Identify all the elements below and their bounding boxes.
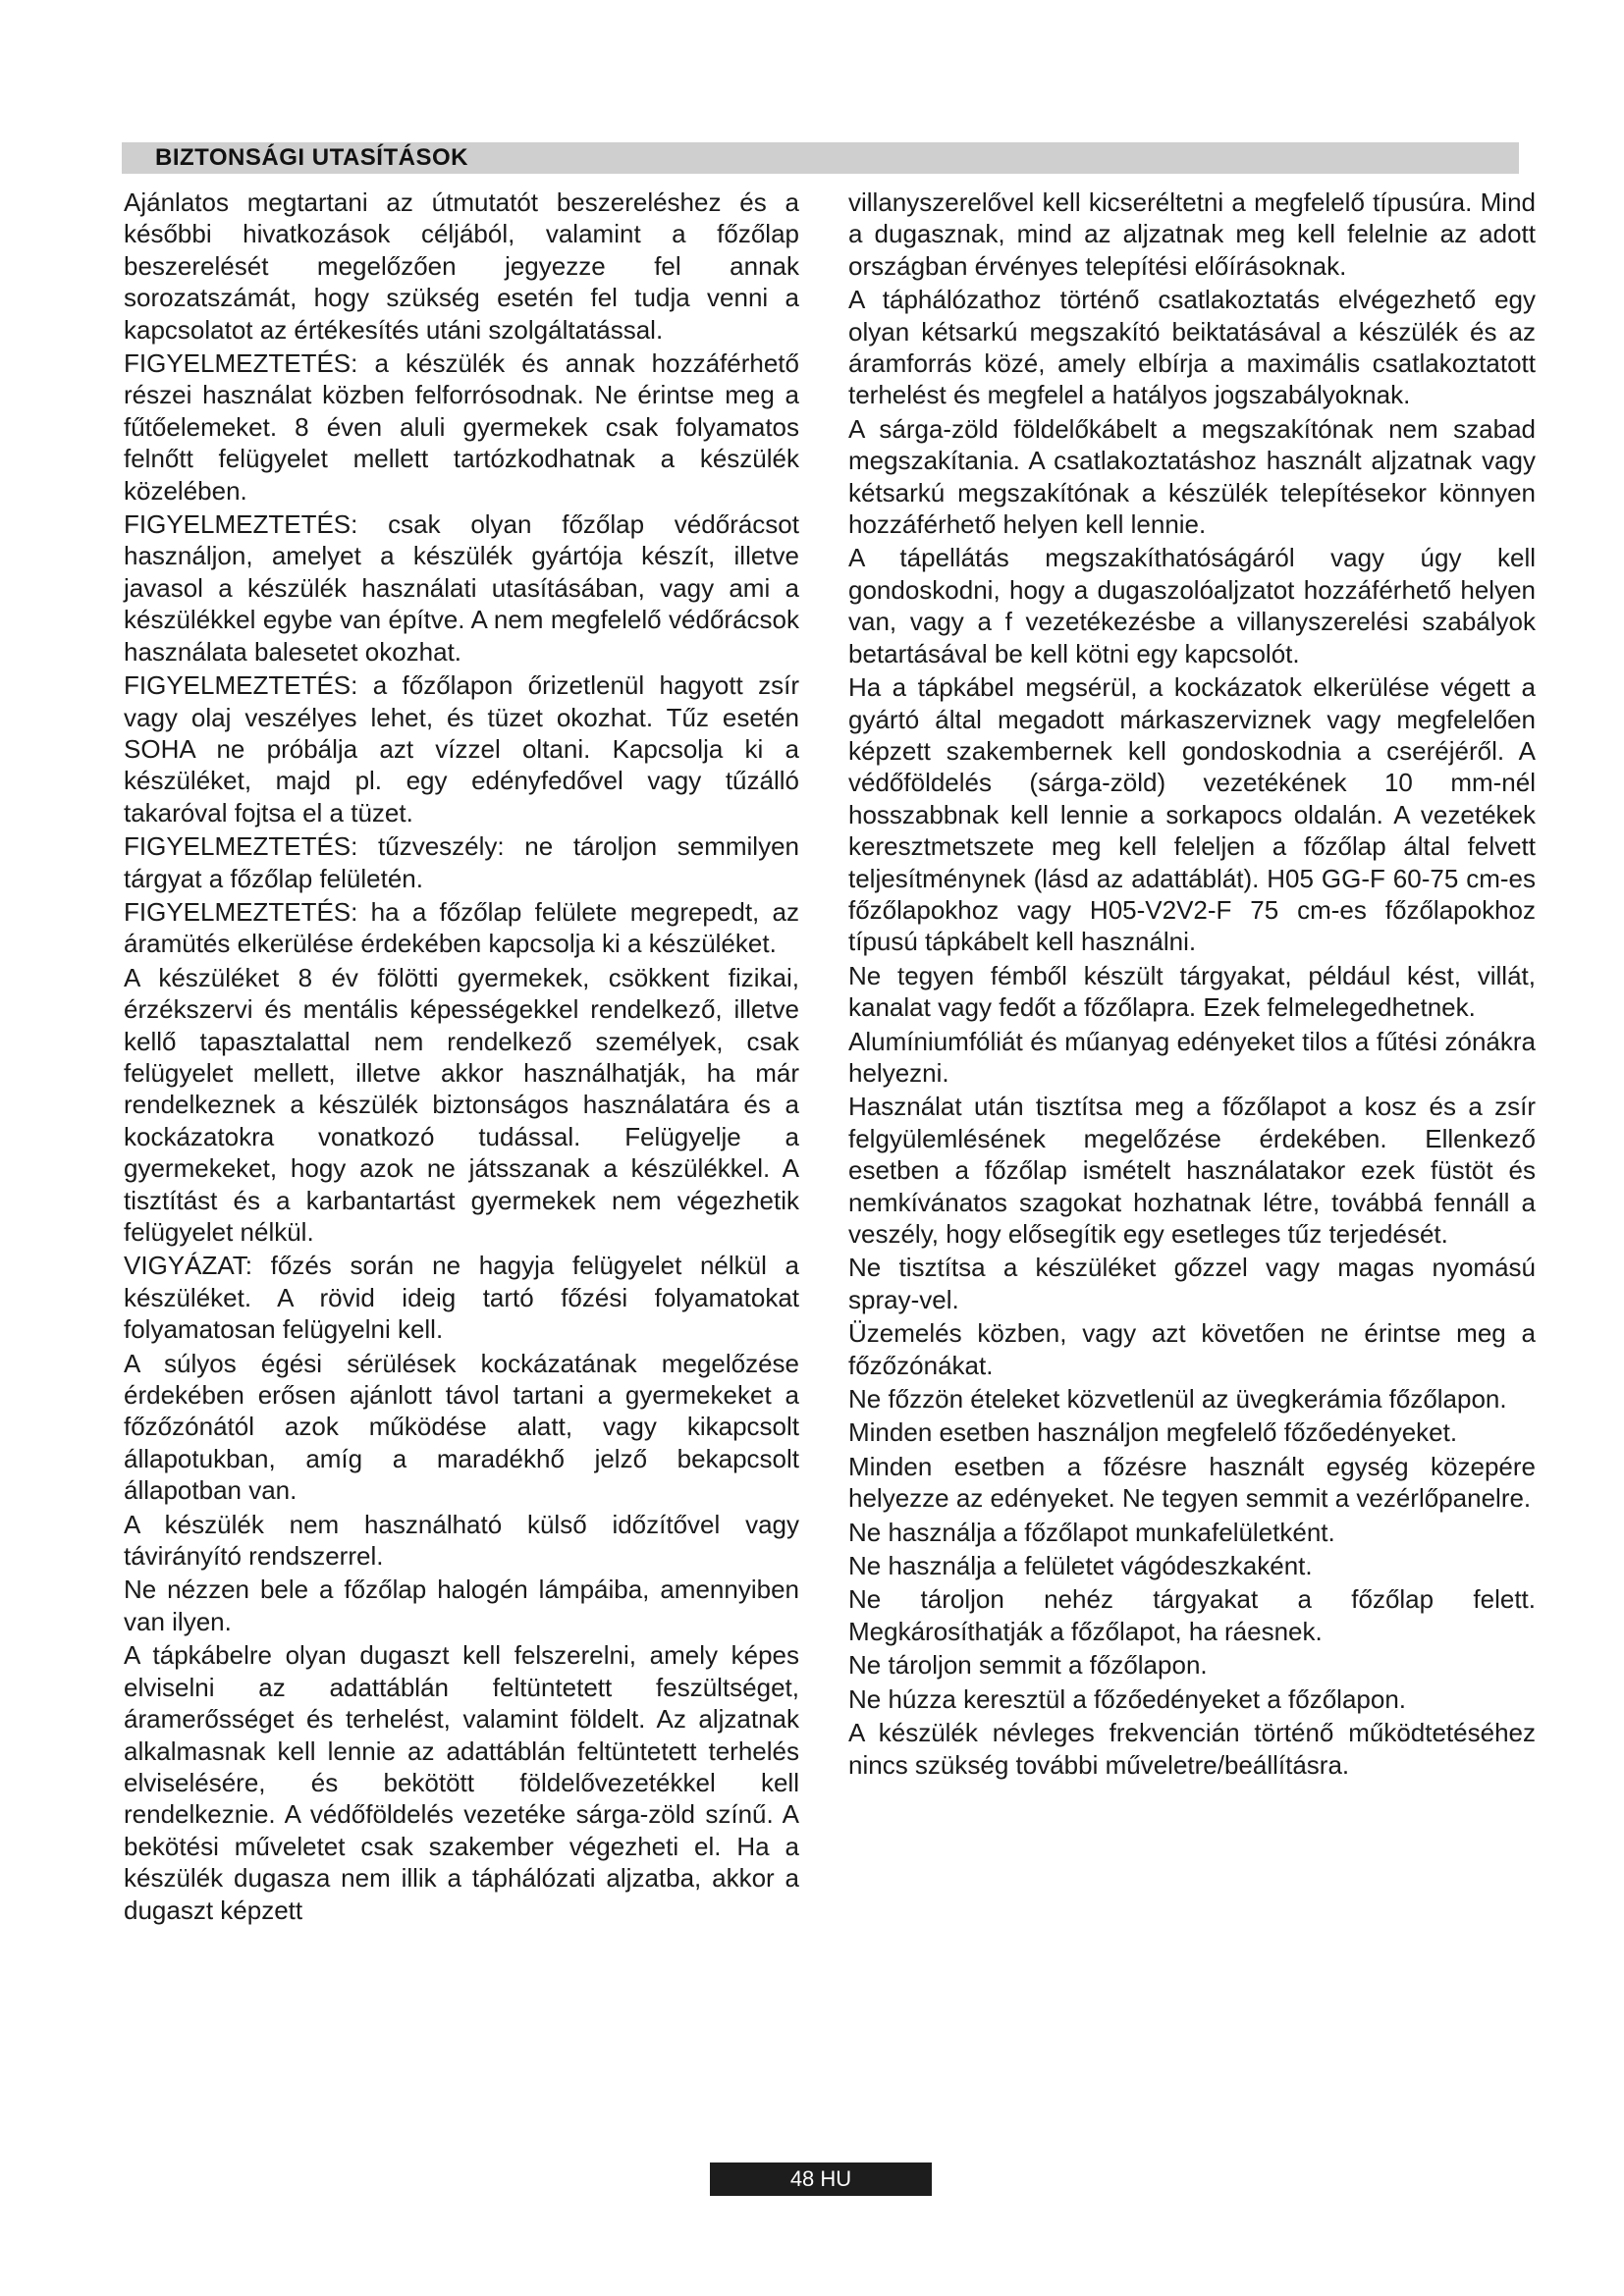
paragraph: A tápkábelre olyan dugaszt kell felszerelni, amely képes elviselni az adattáblán feltüntetett feszültséget, áramerősséget és terhelést, valamint földelt. Az aljzatnak alkalmasnak kell lennie az adattáblán feltüntetett terhelés elviselésére, és bekötött földelővezetékkel kell rendelkeznie. A védőföldelés vezetéke sárga-zöld színű. A bekötési műveletet csak szakember végezheti el. Ha a készülék dugasza nem illik a táphálózati aljzatba, akkor a dugaszt képzett	[124, 1640, 799, 1925]
paragraph: Alumíniumfóliát és műanyag edényeket tilos a fűtési zónákra helyezni.	[848, 1026, 1536, 1088]
paragraph: Ne húzza keresztül a főzőedényeket a főzőlapon.	[848, 1683, 1407, 1714]
left-text-column	[124, 187, 799, 1928]
paragraph: FIGYELMEZTETÉS: tűzveszély: ne tároljon semmilyen tárgyat a főzőlap felületén.	[124, 831, 799, 893]
paragraph: Ne használja a felületet vágódeszkaként.	[848, 1551, 1313, 1581]
page-number: 48 HU	[789, 2166, 852, 2191]
paragraph: A készüléket 8 év fölötti gyermekek, csökkent fizikai, érzékszervi és mentális képességekkel rendelkező, illetve kellő tapasztalattal nem rendelkező személyek, csak felügyelet mellett, illetve akkor használhatják, ha már rendelkeznek a készülék biztonságos használatára és a kockázatokra vonatkozó tudással. Felügyelje a gyermekeket, hogy azok ne játsszanak a készülékkel. A tisztítást és a karbantartást gyermekek nem végezhetik felügyelet nélkül.	[124, 962, 799, 1247]
paragraph: FIGYELMEZTETÉS: csak olyan főzőlap védőrácsot használjon, amelyet a készülék gyártója készít, illetve javasol a készülék használati utasításában, vagy ami a készülékkel egybe van építve. A nem megfelelő védőrácsok használata balesetet okozhat.	[124, 509, 799, 667]
paragraph: Ne tisztítsa a készüléket gőzzel vagy magas nyomású spray-vel.	[848, 1253, 1536, 1314]
paragraph: Használat után tisztítsa meg a főzőlapot a kosz és a zsír felgyülemlésének megelőzése érdekében. Ellenkező esetben a főzőlap ismételt használatakor ezek füstöt és nemkívánatos szagokat hozhatnak létre, továbbá fennáll a veszély, hogy elősegítik egy esetleges tűz terjedését.	[848, 1092, 1536, 1249]
paragraph: Ne használja a főzőlapot munkafelületként.	[848, 1517, 1335, 1547]
paragraph: A tápellátás megszakíthatóságáról vagy úgy kell gondoskodni, hogy a dugaszolóaljzatot hozzáférhető helyen van, vagy a f vezetékezésbe a villanyszerelési szabályok betartásával be kell kötni egy kapcsolót.	[848, 543, 1536, 668]
paragraph: Minden esetben használjon megfelelő főzőedényeket.	[848, 1417, 1458, 1448]
paragraph: Üzemelés közben, vagy azt követően ne érintse meg a főzőzónákat.	[848, 1318, 1536, 1380]
right-text-column	[848, 187, 1536, 1783]
paragraph: VIGYÁZAT: főzés során ne hagyja felügyelet nélkül a készüléket. A rövid ideig tartó főzési folyamatokat folyamatosan felügyelni kell.	[124, 1251, 799, 1345]
paragraph: Ne tároljon semmit a főzőlapon.	[848, 1650, 1208, 1681]
paragraph: Ajánlatos megtartani az útmutatót beszereléshez és a későbbi hivatkozások céljából, valamint a főzőlap beszerelését megelőzően jegyezze fel annak sorozatszámát, hogy szükség esetén fel tudja venni a kapcsolatot az értékesítés utáni szolgáltatással.	[124, 187, 799, 345]
page-number-box	[710, 2163, 932, 2196]
section-title: BIZTONSÁGI UTASÍTÁSOK	[155, 144, 468, 171]
paragraph: Ne főzzön ételeket közvetlenül az üvegkerámia főzőlapon.	[848, 1384, 1507, 1415]
paragraph: Minden esetben a főzésre használt egység közepére helyezze az edényeket. Ne tegyen semmit a vezérlőpanelre.	[848, 1451, 1536, 1514]
paragraph: Ne tároljon nehéz tárgyakat a főzőlap felett. Megkárosíthatják a főzőlapot, ha ráesnek.	[848, 1584, 1536, 1646]
paragraph: FIGYELMEZTETÉS: a főzőlapon őrizetlenül hagyott zsír vagy olaj veszélyes lehet, és tüzet okozhat. Tűz esetén SOHA ne próbálja azt vízzel oltani. Kapcsolja ki a készüléket, majd pl. egy edényfedővel vagy tűzálló takaróval fojtsa el a tüzet.	[124, 670, 799, 828]
paragraph: Ne nézzen bele a főzőlap halogén lámpáiba, amennyiben van ilyen.	[124, 1575, 799, 1636]
paragraph: Ha a tápkábel megsérül, a kockázatok elkerülése végett a gyártó által megadott márkaszerviznek vagy megfelelően képzett szakembernek kell gondoskodnia a cseréjéről. A védőföldelés (sárga-zöld) vezetékének 10 mm-nél hosszabbnak kell lennie a sorkapocs oldalán. A vezetékek keresztmetszete meg kell feleljen a főzőlap által felvett teljesítménynek (lásd az adattáblát). H05 GG-F 60-75 cm-es főzőlapokhoz vagy H05-V2V2-F 75 cm-es főzőlapokhoz típusú tápkábelt kell használni.	[848, 672, 1536, 957]
paragraph: A készülék névleges frekvencián történő működtetéséhez nincs szükség további műveletre/beállításra.	[848, 1718, 1536, 1780]
paragraph: A készülék nem használható külső időzítővel vagy távirányító rendszerrel.	[124, 1509, 799, 1572]
paragraph: FIGYELMEZTETÉS: a készülék és annak hozzáférhető részei használat közben felforrósodnak. Ne érintse meg a fűtőelemeket. 8 éven aluli gyermekek csak folyamatos felnőtt felügyelet mellett tartózkodhatnak a készülék közelében.	[124, 348, 799, 506]
paragraph: Ne tegyen fémből készült tárgyakat, például kést, villát, kanalat vagy fedőt a főzőlapra. Ezek felmelegedhetnek.	[848, 960, 1536, 1023]
paragraph: villanyszerelővel kell kicseréltetni a megfelelő típusúra. Mind a dugasznak, mind az aljzatnak meg kell felelnie az adott országban érvényes telepítési előírásoknak.	[848, 187, 1536, 281]
section-header-bar	[122, 142, 1519, 174]
paragraph: A táphálózathoz történő csatlakoztatás elvégezhető egy olyan kétsarkú megszakító beiktatásával a készülék és az áramforrás közé, amely elbírja a maximális csatlakoztatott terhelést és megfelel a hatályos jogszabályoknak.	[848, 285, 1536, 410]
paragraph: FIGYELMEZTETÉS: ha a főzőlap felülete megrepedt, az áramütés elkerülése érdekében kapcsolja ki a készüléket.	[124, 896, 799, 959]
paragraph: A súlyos égési sérülések kockázatának megelőzése érdekében erősen ajánlott távol tartani a gyermekeket a főzőzónától azok működése alatt, vagy kikapcsolt állapotukban, amíg a maradékhő jelző bekapcsolt állapotban van.	[124, 1348, 799, 1506]
paragraph: A sárga-zöld földelőkábelt a megszakítónak nem szabad megszakítania. A csatlakoztatáshoz használt aljzatnak vagy kétsarkú megszakítónak a készülék telepítésekor könnyen hozzáférhető helyen kell lennie.	[848, 413, 1536, 540]
